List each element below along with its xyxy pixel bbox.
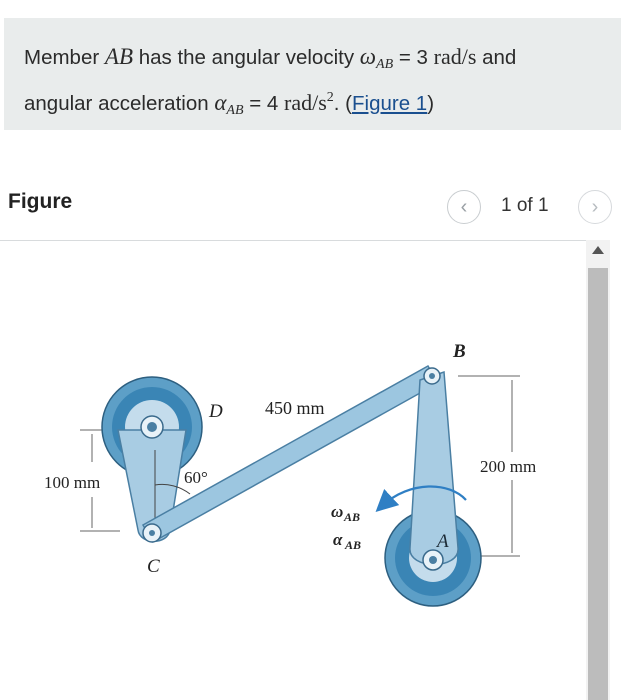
alpha-unit-exponent: 2 bbox=[326, 90, 334, 105]
problem-statement bbox=[4, 18, 621, 130]
figure-heading: Figure bbox=[8, 190, 73, 213]
label-alpha: α bbox=[333, 530, 343, 549]
label-b: B bbox=[453, 341, 466, 362]
label-omega-sub: AB bbox=[344, 510, 361, 524]
label-100mm: 100 mm bbox=[44, 473, 101, 492]
equals-sign: = bbox=[398, 46, 411, 69]
member-ab bbox=[410, 372, 458, 565]
omega-symbol: ω bbox=[359, 44, 377, 69]
scroll-up-arrow-icon[interactable] bbox=[592, 246, 604, 254]
label-450mm: 450 mm bbox=[265, 398, 325, 418]
chevron-right-icon: › bbox=[591, 195, 599, 218]
label-200mm: 200 mm bbox=[480, 457, 537, 476]
problem-line-2 bbox=[24, 81, 603, 127]
label-d: D bbox=[209, 401, 223, 422]
label-a: A bbox=[437, 531, 449, 552]
figure-counter: 1 of 1 bbox=[501, 195, 549, 216]
label-omega: ω bbox=[331, 502, 344, 521]
equals-sign: = bbox=[249, 92, 262, 115]
mechanism-diagram bbox=[0, 242, 584, 700]
member-name: AB bbox=[104, 44, 133, 69]
problem-text: Member bbox=[24, 46, 100, 69]
pin-c bbox=[143, 524, 161, 542]
alpha-subscript: AB bbox=[226, 103, 244, 118]
omega-subscript: AB bbox=[376, 57, 394, 72]
problem-text: ) bbox=[427, 92, 435, 115]
label-alpha-sub: AB bbox=[345, 538, 362, 552]
scrollbar-thumb[interactable] bbox=[588, 268, 608, 700]
problem-text: angular acceleration bbox=[24, 92, 209, 115]
next-figure-button[interactable] bbox=[578, 190, 612, 224]
label-60deg: 60° bbox=[184, 468, 208, 487]
problem-line-1 bbox=[24, 40, 603, 81]
label-c: C bbox=[147, 556, 160, 577]
figure-link[interactable]: Figure 1 bbox=[352, 92, 428, 115]
omega-unit: rad/s bbox=[433, 44, 477, 69]
alpha-symbol: α bbox=[214, 90, 227, 115]
pin-d bbox=[141, 416, 163, 438]
alpha-value: 4 bbox=[266, 92, 279, 115]
problem-text: . ( bbox=[333, 92, 352, 115]
problem-text: and bbox=[482, 46, 517, 69]
pin-b bbox=[424, 368, 440, 384]
divider bbox=[0, 240, 590, 241]
chevron-left-icon: ‹ bbox=[460, 195, 468, 218]
omega-value: 3 bbox=[416, 46, 428, 69]
problem-text: has the angular velocity bbox=[138, 46, 355, 69]
previous-figure-button[interactable] bbox=[447, 190, 481, 224]
pin-a bbox=[423, 550, 443, 570]
alpha-unit: rad/s bbox=[284, 90, 327, 115]
